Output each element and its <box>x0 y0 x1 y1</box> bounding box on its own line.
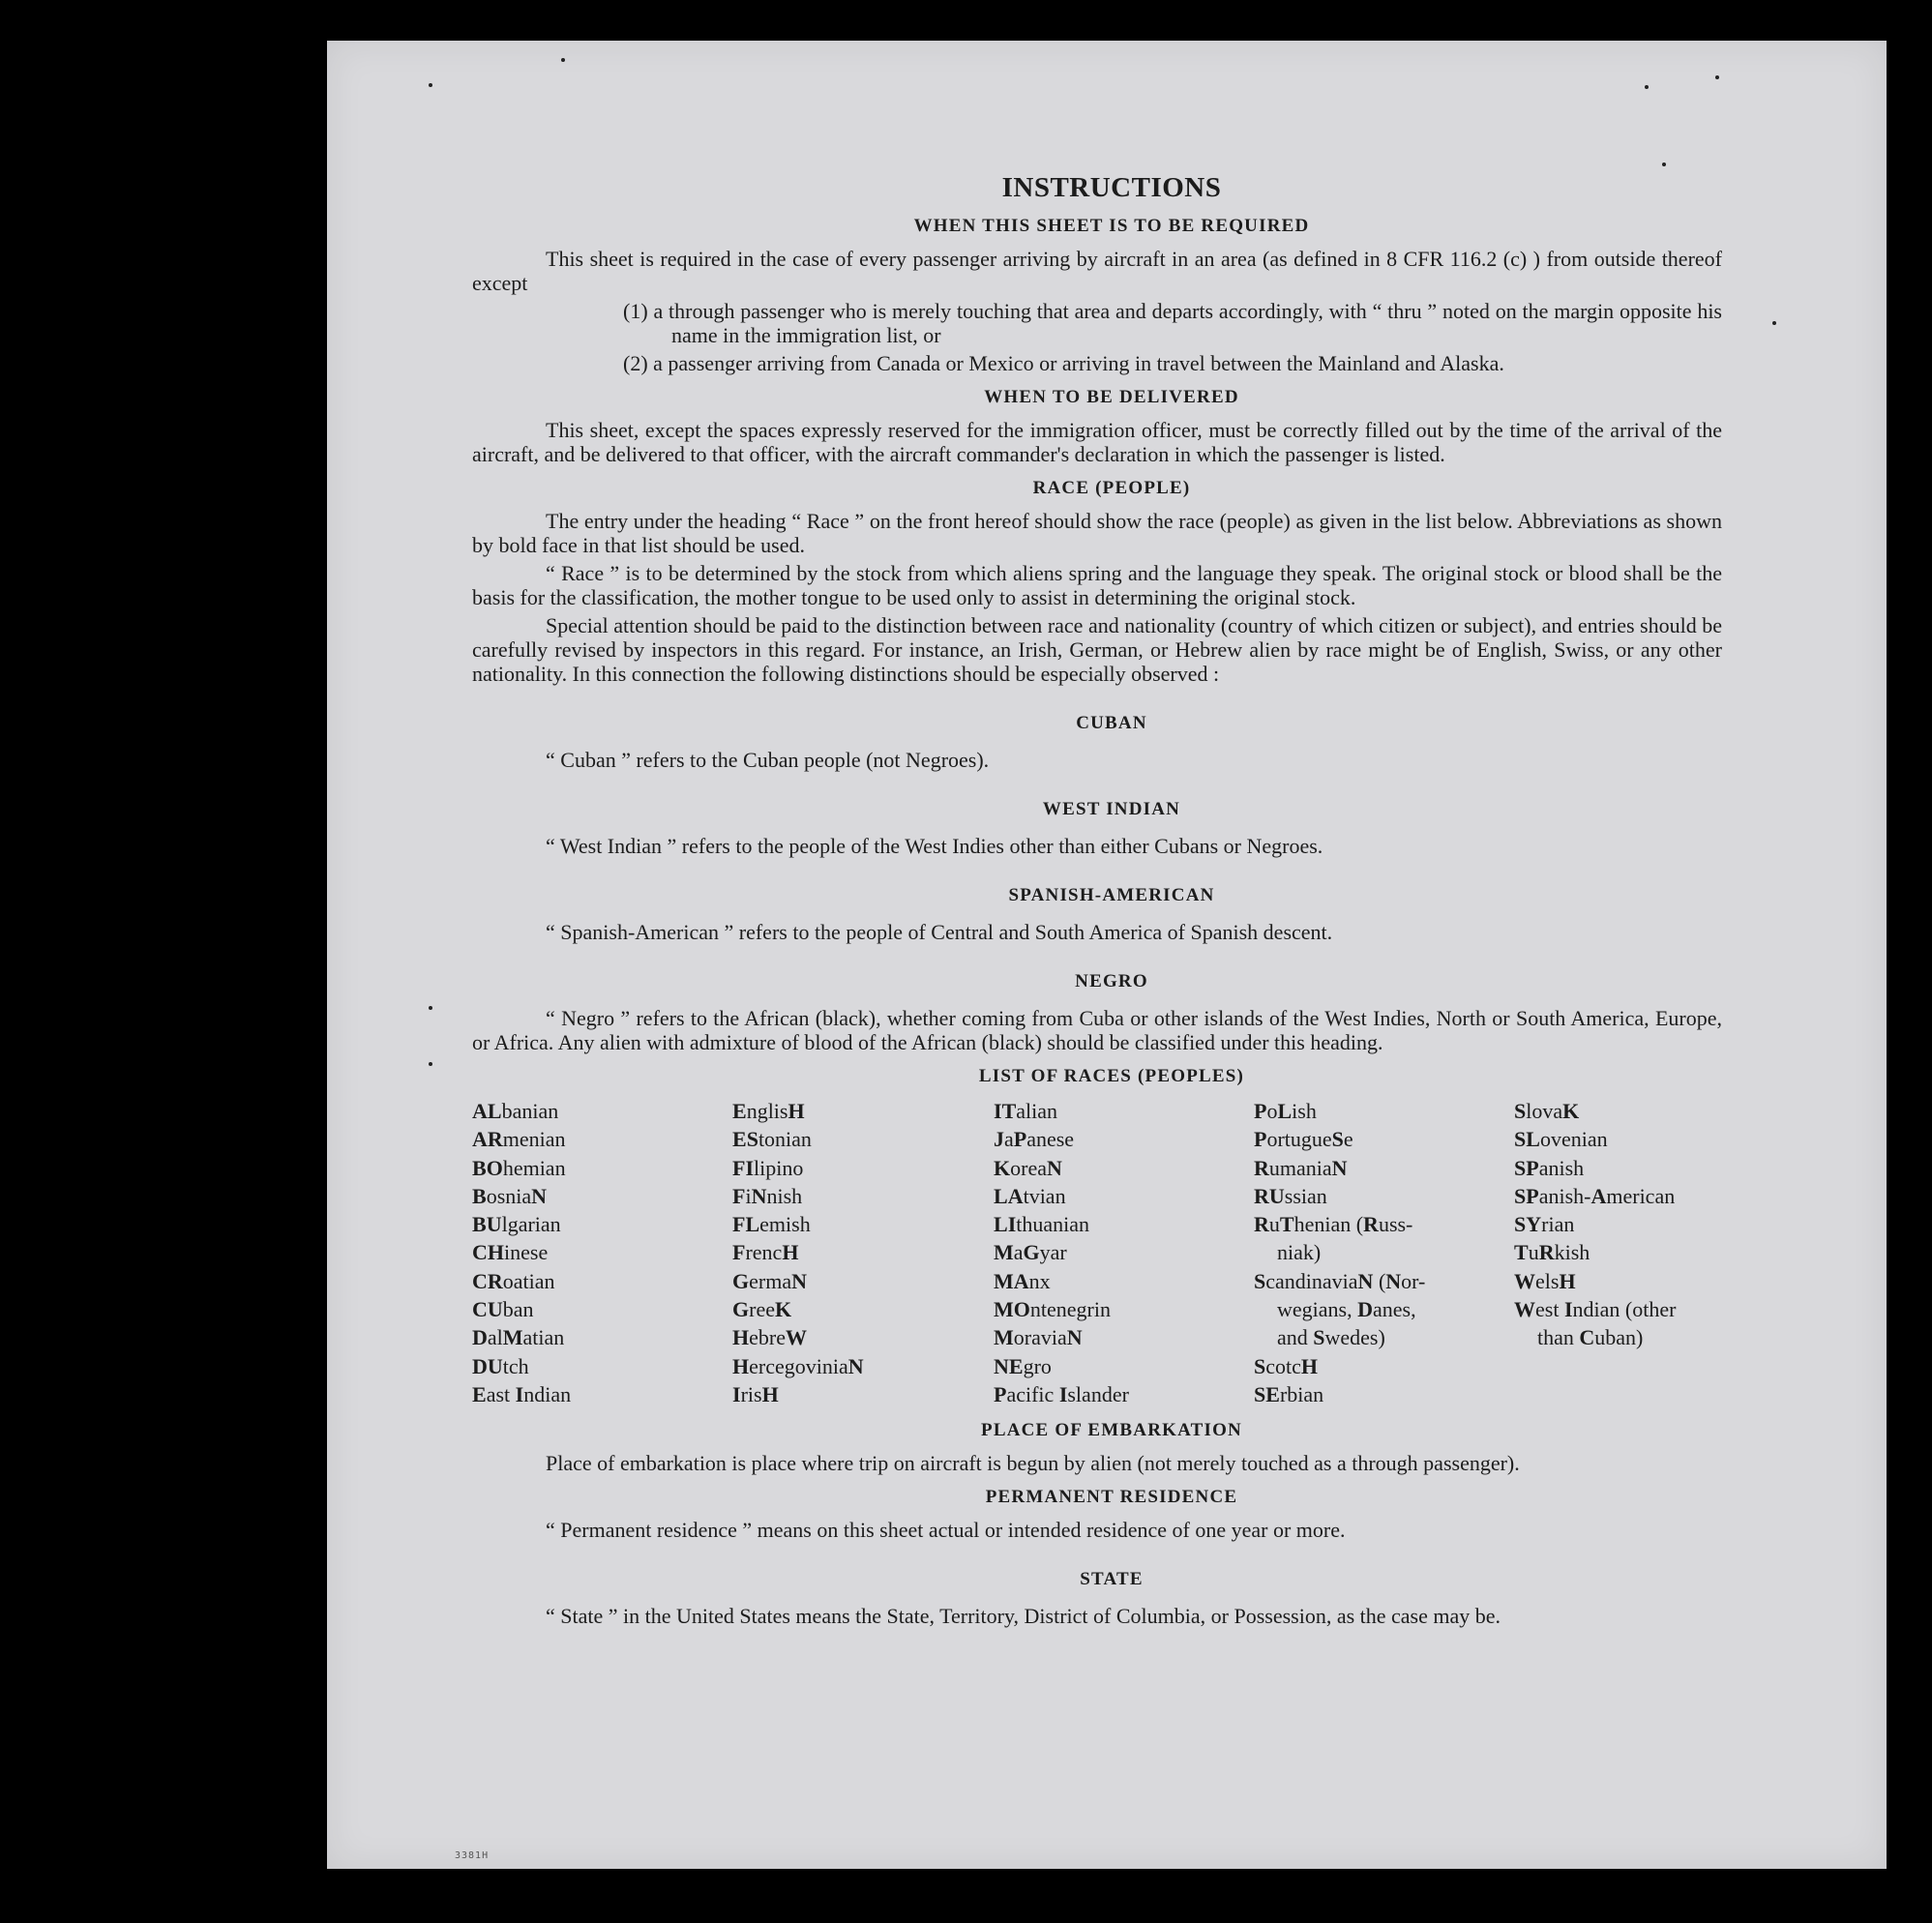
race-entry: GermaN <box>732 1268 807 1293</box>
race-entry: JaPanese <box>994 1127 1075 1152</box>
race-entry: BosniaN <box>472 1183 548 1208</box>
dust-speck <box>561 58 565 62</box>
heading-negro: NEGRO <box>1075 971 1148 991</box>
heading-state: STATE <box>1080 1569 1144 1590</box>
race-para-1: The entry under the heading “ Race ” on the front hereof should show the race (people) as given in the list below. Abbreviations as shown by bold face in that list should be used. <box>472 509 1722 557</box>
race-entry: BUlgarian <box>472 1212 561 1237</box>
spanish-american-text: “ Spanish-American ” refers to the people of Central and South America of Spanish descent. <box>546 920 1333 944</box>
race-entry: PoLish <box>1254 1099 1317 1123</box>
residence-text: “ Permanent residence ” means on this sheet actual or intended residence of one year or more. <box>546 1518 1346 1543</box>
dust-speck <box>1662 163 1666 166</box>
race-entry: MaGyar <box>994 1240 1067 1265</box>
race-entry: PortugueSe <box>1254 1127 1353 1152</box>
state-text: “ State ” in the United States means the State, Territory, District of Columbia, or Possession, as the case may be. <box>546 1604 1501 1629</box>
race-entry: ARmenian <box>472 1127 566 1152</box>
race-entry: SPanish <box>1514 1155 1585 1180</box>
race-entry: DalMatian <box>472 1325 565 1350</box>
heading-delivered: WHEN TO BE DELIVERED <box>984 387 1239 407</box>
race-entry: RumaniaN <box>1254 1155 1348 1180</box>
race-entry: West Indian (other <box>1514 1297 1677 1322</box>
race-entry: SYrian <box>1514 1212 1575 1237</box>
required-intro: This sheet is required in the case of every passenger arriving by aircraft in an area (as defined in 8 CFR 116.2 (c) ) from outside thereof except <box>472 247 1722 295</box>
race-list <box>472 1097 1722 1408</box>
race-entry: LIthuanian <box>994 1212 1090 1237</box>
race-para-2: “ Race ” is to be determined by the stock from which aliens spring and the language they speak. The original stock or blood shall be the basis for the classification, the mother tongue to be used only to assist in determining the original stock. <box>472 561 1722 609</box>
race-entry: MAnx <box>994 1268 1051 1293</box>
race-entry: RUssian <box>1254 1183 1327 1208</box>
heading-list-of-races: LIST OF RACES (PEOPLES) <box>978 1066 1245 1086</box>
race-column-2 <box>732 1097 994 1408</box>
race-column-5 <box>1514 1097 1722 1408</box>
race-column-3 <box>994 1097 1254 1408</box>
embarkation-text: Place of embarkation is place where trip on aircraft is begun by alien (not merely touched as a through passenger). <box>546 1451 1520 1476</box>
heading-spanish-american: SPANISH-AMERICAN <box>1008 885 1215 905</box>
dust-speck <box>1772 321 1776 325</box>
race-entry: ALbanian <box>472 1099 559 1123</box>
race-entry: EnglisH <box>732 1099 805 1123</box>
race-entry: HebreW <box>732 1325 807 1350</box>
race-entry: niak) <box>1277 1240 1322 1265</box>
race-entry: ITalian <box>994 1099 1058 1123</box>
race-column-1 <box>472 1097 732 1408</box>
cuban-text: “ Cuban ” refers to the Cuban people (not Negroes). <box>546 748 990 772</box>
dust-speck <box>429 1006 432 1010</box>
race-entry: HercegoviniaN <box>732 1353 864 1378</box>
race-entry: ScandinaviaN (Nor- <box>1254 1268 1426 1293</box>
race-entry: SPanish-American <box>1514 1183 1676 1208</box>
race-entry: and Swedes) <box>1277 1325 1385 1350</box>
race-entry: NEgro <box>994 1353 1052 1378</box>
race-entry: WelsH <box>1514 1268 1576 1293</box>
race-entry: DUtch <box>472 1353 529 1378</box>
race-entry: FiNnish <box>732 1183 803 1208</box>
heading-required: WHEN THIS SHEET IS TO BE REQUIRED <box>913 216 1310 236</box>
race-entry: MoraviaN <box>994 1325 1083 1350</box>
race-entry: SErbian <box>1254 1381 1324 1406</box>
race-entry: than Cuban) <box>1537 1325 1644 1350</box>
race-entry: FLemish <box>732 1212 811 1237</box>
race-entry: GreeK <box>732 1297 792 1322</box>
page-title: INSTRUCTIONS <box>1001 172 1222 203</box>
race-entry: RuThenian (Russ- <box>1254 1212 1413 1237</box>
race-entry: EStonian <box>732 1127 812 1152</box>
race-column-4 <box>1254 1097 1514 1408</box>
race-entry: FIlipino <box>732 1155 804 1180</box>
dust-speck <box>429 1062 432 1066</box>
heading-cuban: CUBAN <box>1076 713 1147 733</box>
race-para-3: Special attention should be paid to the distinction between race and nationality (country of which citizen or subject), and entries should be carefully revised by inspectors in this regard. For instance, an Irish, German, or Hebrew alien by race might be of English, Swiss, or any other nationality. In this connection the following distinctions should be especially observed : <box>472 613 1722 686</box>
race-entry: CRoatian <box>472 1268 555 1293</box>
west-indian-text: “ West Indian ” refers to the people of the West Indies other than either Cubans or Negroes. <box>546 834 1323 858</box>
race-entry: SLovenian <box>1514 1127 1608 1152</box>
race-entry: MOntenegrin <box>994 1297 1111 1322</box>
heading-embarkation: PLACE OF EMBARKATION <box>981 1420 1242 1441</box>
race-entry: wegians, Danes, <box>1277 1297 1416 1322</box>
race-entry: CUban <box>472 1297 534 1322</box>
race-entry: CHinese <box>472 1240 549 1265</box>
race-entry: SlovaK <box>1514 1099 1580 1123</box>
required-item-1: (1) a through passenger who is merely touching that area and departs accordingly, with “ thru ” noted on the margin opposite his name in the immigration list, or <box>623 299 1722 347</box>
instructions-content <box>472 172 1722 1632</box>
dust-speck <box>1645 85 1649 89</box>
negro-text: “ Negro ” refers to the African (black), whether coming from Cuba or other islands of the West Indies, North or South America, Europe, or Africa. Any alien with admixture of blood of the African (black) should be classified under this heading. <box>472 1006 1722 1054</box>
race-entry: BOhemian <box>472 1155 566 1180</box>
dust-speck <box>1715 75 1719 79</box>
race-entry: ScotcH <box>1254 1353 1319 1378</box>
race-entry: TuRkish <box>1514 1240 1590 1265</box>
heading-race: RACE (PEOPLE) <box>1032 478 1191 498</box>
race-entry: LAtvian <box>994 1183 1066 1208</box>
delivered-text: This sheet, except the spaces expressly reserved for the immigration officer, must be correctly filled out by the time of the arrival of the aircraft, and be delivered to that officer, with the aircraft commander's declaration in which the passenger is listed. <box>472 418 1722 466</box>
required-item-2: (2) a passenger arriving from Canada or Mexico or arriving in travel between the Mainland and Alaska. <box>623 351 1504 375</box>
form-code: 3381H <box>455 1850 490 1861</box>
race-entry: Pacific Islander <box>994 1381 1129 1406</box>
race-entry: FrencH <box>732 1240 799 1265</box>
heading-residence: PERMANENT RESIDENCE <box>985 1487 1238 1508</box>
race-entry: IrisH <box>732 1381 779 1406</box>
race-entry: East Indian <box>472 1381 572 1406</box>
heading-west-indian: WEST INDIAN <box>1042 799 1181 819</box>
dust-speck <box>429 83 432 87</box>
race-entry: KoreaN <box>994 1155 1062 1180</box>
